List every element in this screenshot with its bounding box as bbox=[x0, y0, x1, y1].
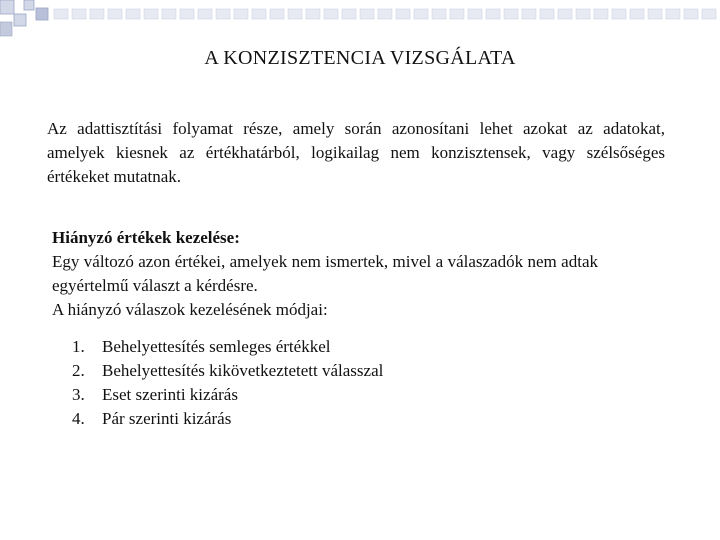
list-item bbox=[72, 383, 383, 407]
list-item-text: Behelyettesítés semleges értékkel bbox=[102, 337, 331, 356]
list-item bbox=[72, 359, 383, 383]
list-item-number: 3. bbox=[72, 385, 85, 404]
list-item-text: Pár szerinti kizárás bbox=[102, 409, 232, 428]
list-item bbox=[72, 335, 383, 359]
missing-values-section bbox=[52, 226, 598, 322]
list-item bbox=[72, 407, 383, 431]
intro-paragraph: Az adattisztítási folyamat része, amely során azonosítani lehet azokat az adatokat, amelyek kiesnek az értékhatárból, logikailag nem konzisztensek, vagy szélsőséges értékeket mutatnak. bbox=[47, 119, 665, 186]
section-heading: Hiányzó értékek kezelése: bbox=[52, 228, 240, 247]
list-item-number: 2. bbox=[72, 361, 85, 380]
list-item-text: Eset szerinti kizárás bbox=[102, 385, 238, 404]
list-item-text: Behelyettesítés kikövetkeztetett válasszal bbox=[102, 361, 384, 380]
slide-title: A KONZISZTENCIA VIZSGÁLATA bbox=[204, 47, 516, 69]
section-description: Egy változó azon értékei, amelyek nem ismertek, mivel a válaszadók nem adtak egyértelmű választ a kérdésre. bbox=[52, 252, 598, 295]
list-item-number: 1. bbox=[72, 337, 85, 356]
methods-list bbox=[72, 335, 383, 431]
corner-decoration bbox=[0, 0, 720, 40]
list-item-number: 4. bbox=[72, 409, 85, 428]
section-modes-label: A hiányzó válaszok kezelésének módjai: bbox=[52, 300, 328, 319]
